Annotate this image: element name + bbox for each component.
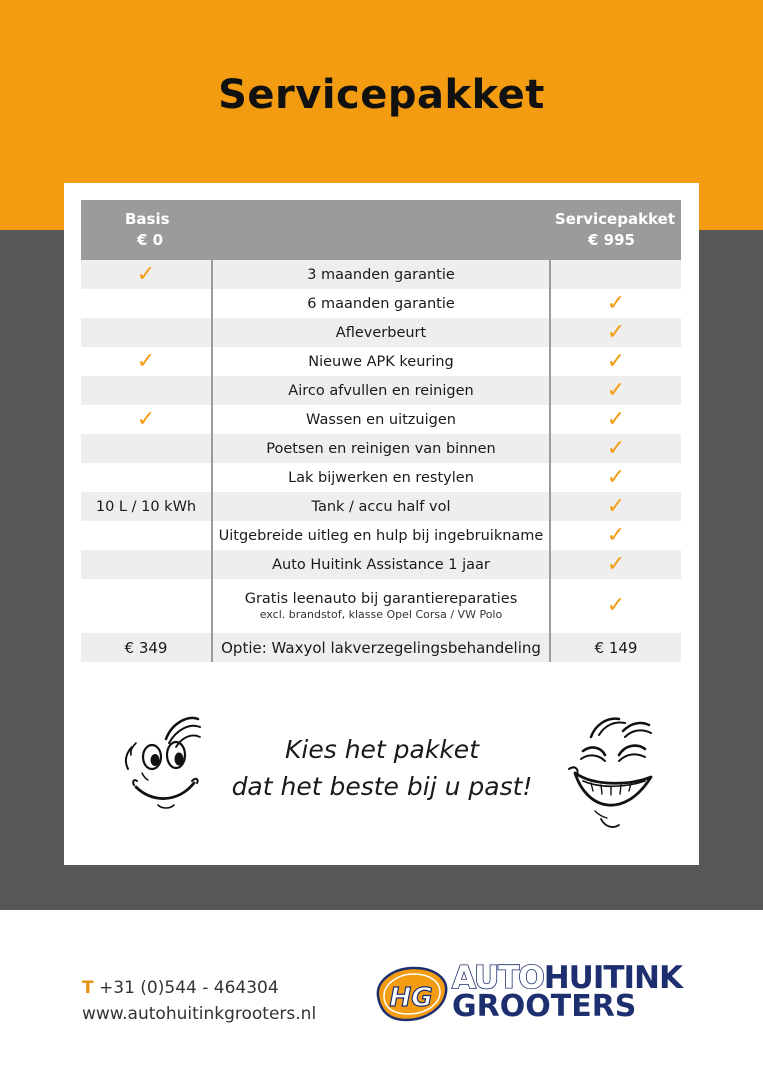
checkmark-icon: ✓ [136, 261, 156, 287]
phone-number[interactable]: +31 (0)544 - 464304 [99, 978, 279, 998]
website-link[interactable]: www.autohuitinkgrooters.nl [82, 1004, 317, 1024]
basis-cell [81, 463, 212, 492]
table-row [81, 347, 681, 376]
option-feature-cell: Optie: Waxyol lakverzegelingsbehandeling [212, 633, 550, 662]
phone-prefix: T [82, 978, 94, 998]
feature-label: 6 maanden garantie [307, 295, 455, 312]
feature-cell [212, 260, 550, 289]
header-basis [81, 200, 212, 260]
feature-label: Tank / accu half vol [311, 498, 451, 515]
checkmark-icon: ✓ [606, 464, 626, 490]
hg-monogram-icon [372, 962, 450, 1026]
logo-word-auto: AUTO [452, 960, 544, 996]
checkmark-icon: ✓ [606, 348, 626, 374]
basis-check-icon [81, 260, 212, 289]
header-basis-price: € 0 [137, 231, 164, 249]
table-row [81, 579, 681, 633]
header-service-label: Servicepakket [554, 210, 675, 228]
basis-cell [81, 521, 212, 550]
option-row [81, 633, 681, 662]
basis-cell [81, 289, 212, 318]
page-title: Servicepakket [218, 72, 545, 118]
option-basis-cell: € 349 [81, 633, 212, 662]
table-row [81, 550, 681, 579]
comparison-card [64, 183, 699, 865]
feature-cell [212, 463, 550, 492]
basis-cell: 10 L / 10 kWh [81, 492, 212, 521]
service-check-icon [550, 318, 681, 347]
checkmark-icon: ✓ [606, 522, 626, 548]
feature-cell [212, 550, 550, 579]
feature-label: Nieuwe APK keuring [308, 353, 454, 370]
slogan-line-2: dat het beste bij u past! [231, 772, 533, 801]
feature-cell [212, 289, 550, 318]
service-check-icon [550, 434, 681, 463]
service-check-icon [550, 550, 681, 579]
checkmark-icon: ✓ [606, 290, 626, 316]
table-row [81, 521, 681, 550]
basis-check-icon [81, 405, 212, 434]
feature-cell [212, 347, 550, 376]
header-servicepakket [550, 200, 681, 260]
feature-label: Poetsen en reinigen van binnen [266, 440, 496, 457]
basis-cell [81, 318, 212, 347]
service-check-icon [550, 347, 681, 376]
header-feature [212, 200, 550, 260]
slogan-line-1: Kies het pakket [285, 735, 479, 764]
checkmark-icon: ✓ [606, 493, 626, 519]
service-cell [550, 260, 681, 289]
feature-label: Gratis leenauto bij garantiereparaties [244, 591, 518, 607]
basis-check-icon [81, 347, 212, 376]
feature-label: Wassen en uitzuigen [306, 411, 456, 428]
service-check-icon [550, 521, 681, 550]
table-body [81, 260, 681, 662]
contact-info [82, 975, 316, 1027]
feature-label: Lak bijwerken en restylen [288, 469, 474, 486]
table-row [81, 318, 681, 347]
company-logo [372, 958, 692, 1028]
comparison-table [81, 200, 681, 662]
feature-cell [212, 492, 550, 521]
feature-label: Afleverbeurt [335, 324, 427, 341]
table-row [81, 376, 681, 405]
header-basis-label: Basis [125, 210, 170, 228]
logo-monogram-text: HG [389, 983, 433, 1013]
feature-label: 3 maanden garantie [307, 266, 455, 283]
feature-cell [212, 521, 550, 550]
basis-cell [81, 550, 212, 579]
checkmark-icon: ✓ [606, 435, 626, 461]
table-row [81, 434, 681, 463]
table-row [81, 260, 681, 289]
service-check-icon [550, 463, 681, 492]
feature-cell [212, 579, 550, 633]
table-row [81, 463, 681, 492]
laughing-face-illustration [561, 715, 661, 835]
header-service-price: € 995 [588, 231, 635, 249]
basis-cell [81, 434, 212, 463]
slogan [194, 731, 570, 805]
phone-line [82, 975, 316, 1001]
basis-cell [81, 376, 212, 405]
feature-label: Auto Huitink Assistance 1 jaar [272, 556, 490, 573]
feature-cell [212, 376, 550, 405]
basis-cell [81, 579, 212, 633]
service-check-icon [550, 289, 681, 318]
table-row [81, 492, 681, 521]
service-check-icon [550, 376, 681, 405]
service-check-icon [550, 405, 681, 434]
feature-sublabel: excl. brandstof, klasse Opel Corsa / VW Polo [259, 608, 503, 621]
logo-word-grooters: GROOTERS [452, 989, 637, 1024]
service-check-icon [550, 579, 681, 633]
table-row [81, 405, 681, 434]
feature-cell [212, 434, 550, 463]
logo-word-huitink: HUITINK [543, 960, 683, 996]
service-check-icon [550, 492, 681, 521]
feature-label: Uitgebreide uitleg en hulp bij ingebruikname [218, 527, 544, 544]
checkmark-icon: ✓ [606, 377, 626, 403]
checkmark-icon: ✓ [606, 319, 626, 345]
option-service-cell: € 149 [550, 633, 681, 662]
checkmark-icon: ✓ [606, 406, 626, 432]
feature-label: Airco afvullen en reinigen [288, 382, 474, 399]
table-header-row [81, 200, 681, 260]
checkmark-icon: ✓ [136, 348, 156, 374]
checkmark-icon: ✓ [606, 593, 626, 618]
feature-cell [212, 318, 550, 347]
table-row [81, 289, 681, 318]
checkmark-icon: ✓ [136, 406, 156, 432]
feature-cell [212, 405, 550, 434]
checkmark-icon: ✓ [606, 551, 626, 577]
